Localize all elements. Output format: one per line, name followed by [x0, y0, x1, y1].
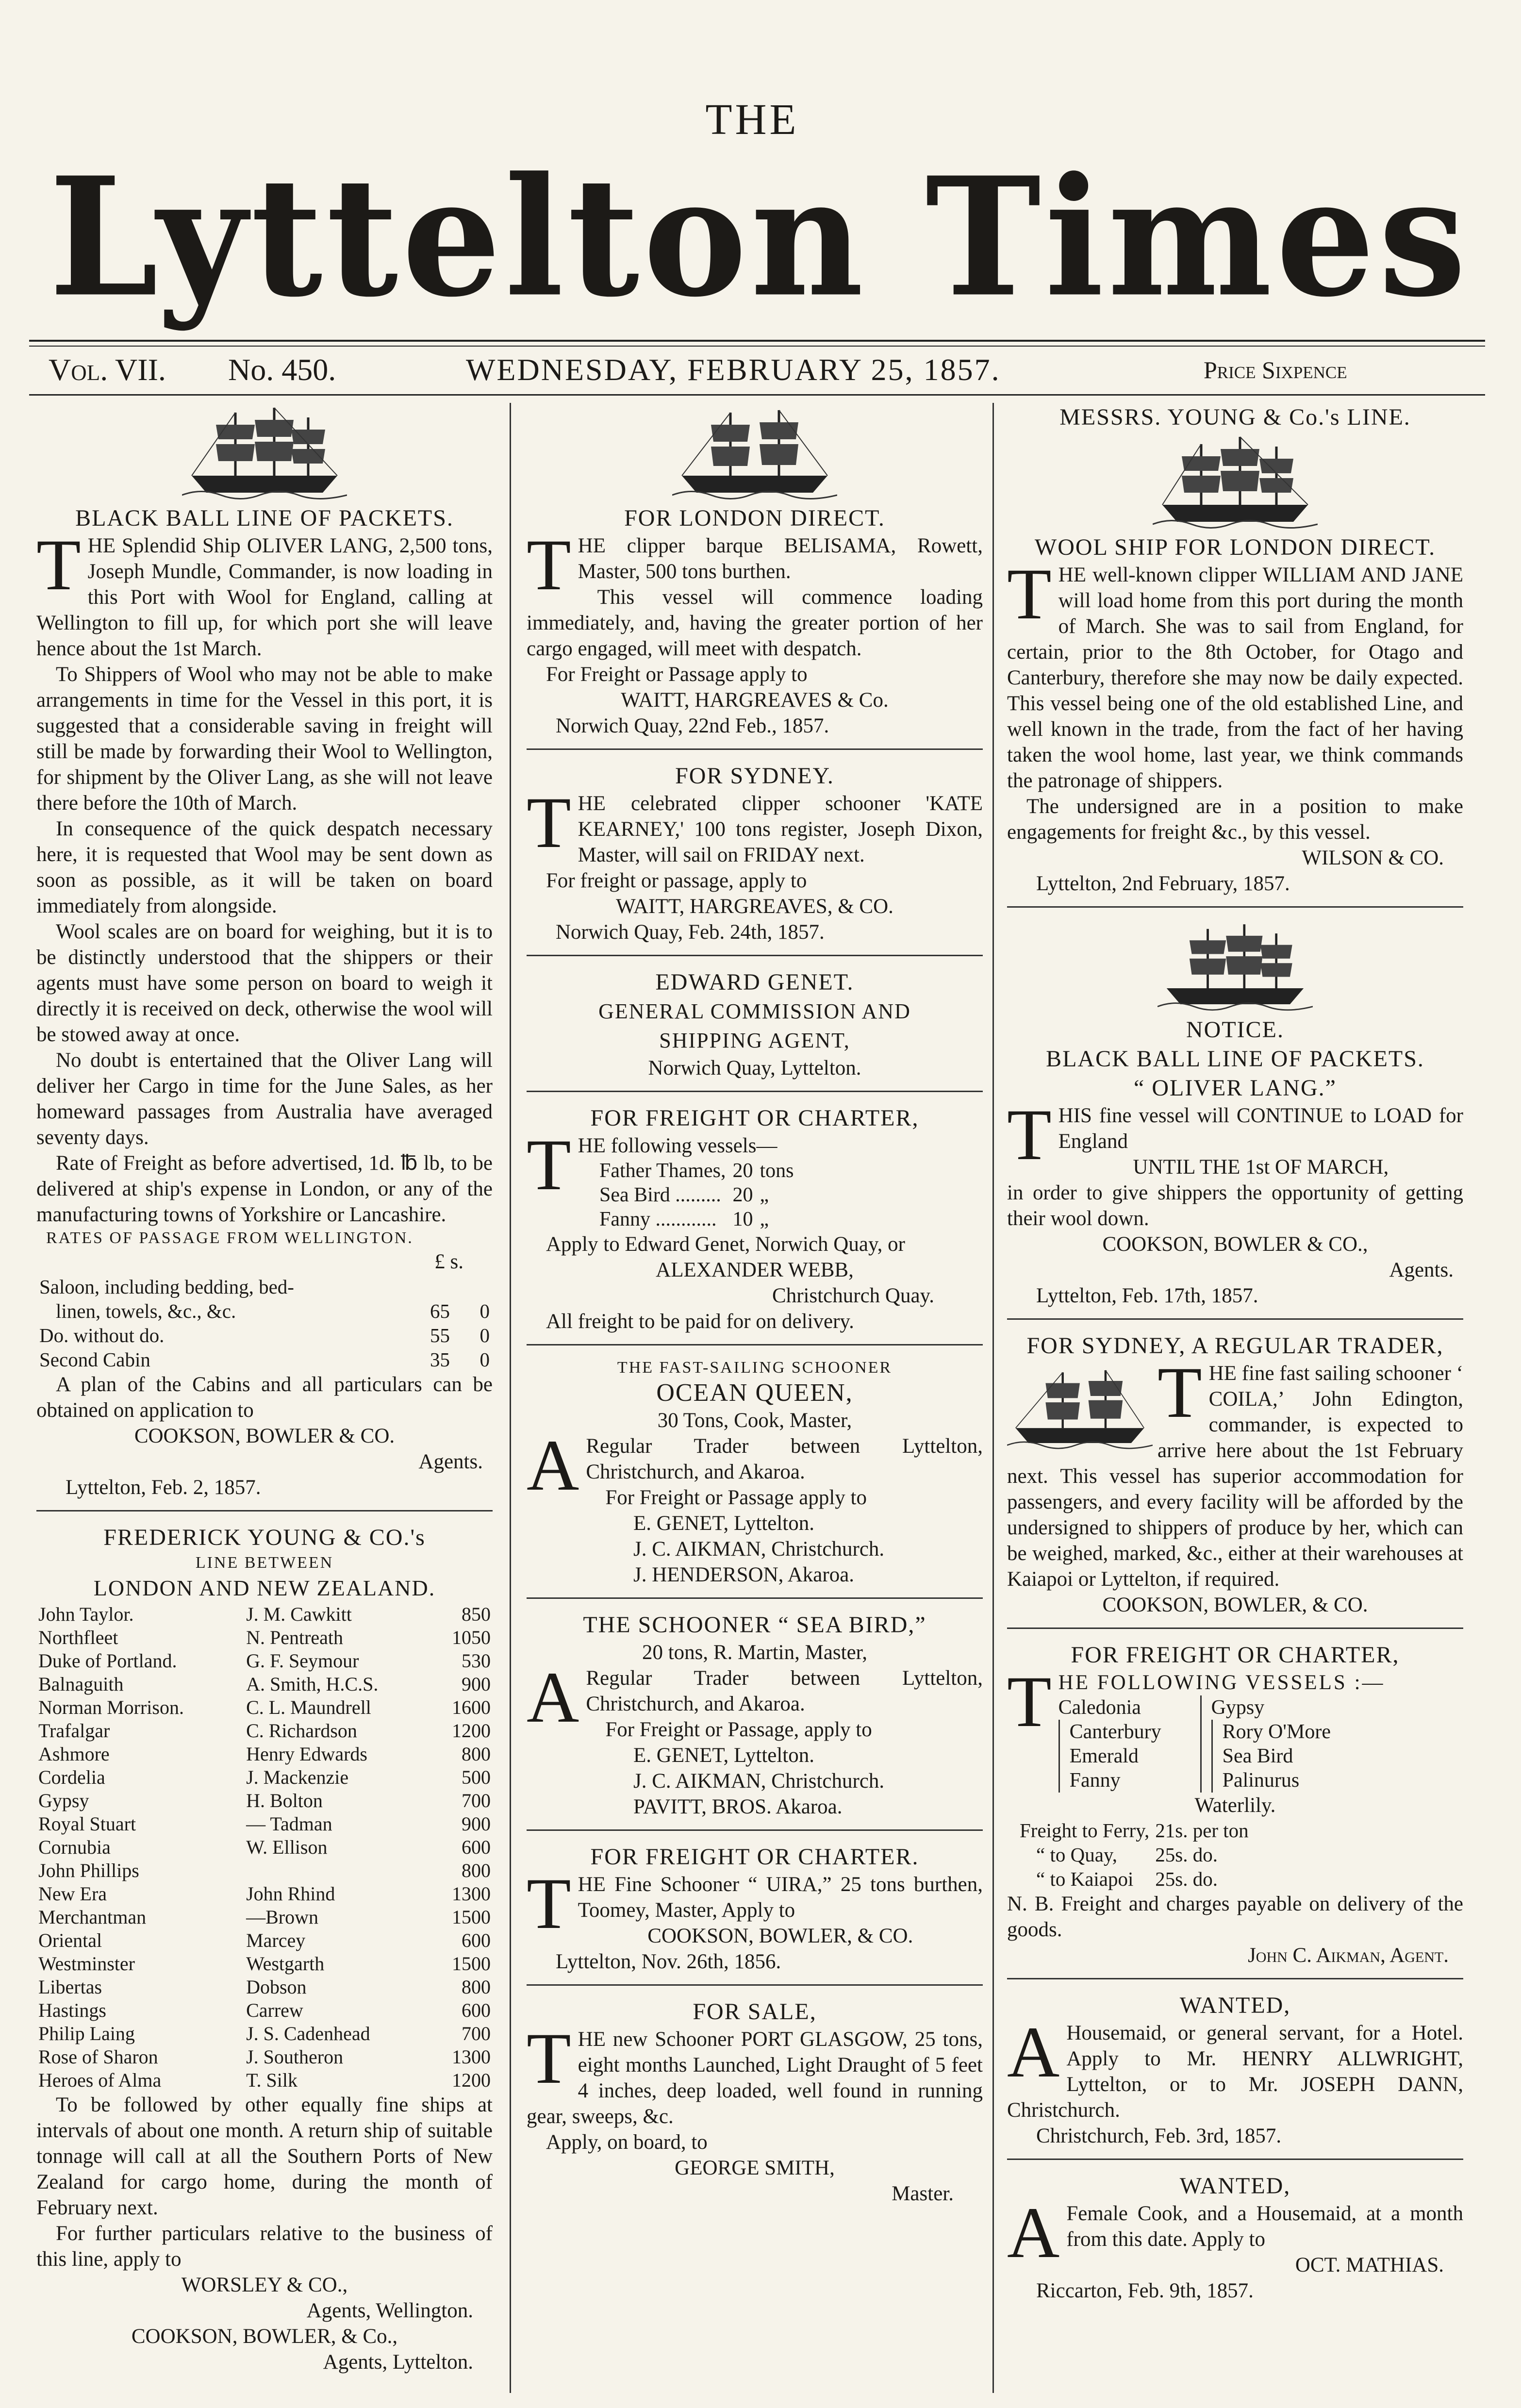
ad-date: Lyttelton, 2nd February, 1857.	[1036, 872, 1290, 895]
ship-tonnage: 850	[462, 1603, 491, 1625]
table-row	[36, 1999, 493, 2022]
agent-name: J. C. AIKMAN, Christchurch.	[633, 1538, 885, 1561]
ad-separator	[527, 748, 983, 750]
table-row	[36, 1929, 493, 1952]
fare-shillings: 0	[479, 1300, 490, 1322]
ad-text: 30 Tons, Cook, Master,	[657, 1409, 852, 1432]
ad-text: HE Splendid Ship OLIVER LANG, 2,500 tons, Joseph Mundle, Commander, is now loading in this Port with Wool for England, calling at Wellington to fill up, for which port she will leave hence about the 1st March.	[36, 534, 493, 660]
ship-list-table	[36, 1603, 493, 2092]
fare-shillings: 0	[479, 1348, 490, 1371]
table-row	[599, 1207, 801, 1231]
rate-price: 25s. do.	[1155, 1868, 1218, 1890]
ad-text: Norwich Quay, Lyttelton.	[648, 1057, 861, 1079]
ship-name: Heroes of Alma	[38, 2069, 162, 2091]
fare-pounds: 65	[430, 1300, 450, 1322]
ad-heading: FOR FREIGHT OR CHARTER,	[590, 1105, 919, 1131]
table-row	[36, 1626, 493, 1649]
ad-separator	[1007, 906, 1463, 908]
drop-cap: T	[1007, 1095, 1052, 1175]
ship-tonnage: 800	[462, 1743, 491, 1765]
fare-pounds: 55	[430, 1324, 450, 1346]
vessel-name: Father Thames,	[599, 1160, 726, 1182]
table-row	[36, 1766, 493, 1789]
ad-separator	[527, 1091, 983, 1092]
ad-subheading: LINE BETWEEN	[195, 1554, 334, 1572]
table-row	[36, 1906, 493, 1929]
ship-master: Dobson	[246, 1976, 307, 1998]
ad-notice-oliver-lang	[1007, 919, 1463, 1309]
ship-master: H. Bolton	[246, 1790, 323, 1811]
rate-destination: Freight to Ferry,	[1020, 1819, 1150, 1842]
agent-name: John C. Aikman, Agent.	[1248, 1944, 1449, 1967]
rate-price: 25s. do.	[1155, 1843, 1218, 1866]
vessel-name: Caledonia	[1058, 1696, 1141, 1719]
table-row	[36, 1275, 493, 1299]
ad-subheading: THE FAST-SAILING SCHOONER	[617, 1359, 893, 1377]
ad-freight-charter-aikman	[1007, 1641, 1463, 1968]
ad-text: HE new Schooner PORT GLASGOW, 25 tons, eight months Launched, Light Draught of 5 feet 4 inches, deep loaded, well found in running gear, sweeps, &c.	[527, 2028, 983, 2128]
ad-separator	[1007, 1978, 1463, 1979]
ship-name: Balnaguith	[38, 1673, 124, 1695]
ship-master: N. Pentreath	[246, 1627, 344, 1648]
table-row	[1017, 1843, 1252, 1867]
ad-ocean-queen	[527, 1357, 983, 1588]
table-row	[36, 1952, 493, 1976]
rate-destination: “ to Kaiapoi	[1036, 1868, 1134, 1890]
ship-master	[244, 1859, 433, 1882]
issue-number: No. 450.	[228, 352, 336, 387]
ad-text: Apply, on board, to	[546, 2131, 708, 2154]
table-row	[1017, 1867, 1252, 1891]
vessel-columns	[1058, 1695, 1463, 1793]
ship-master: J. Southeron	[246, 2046, 344, 2068]
ad-text: For Freight or Passage apply to	[546, 663, 808, 686]
vessel-name: Fanny ............	[599, 1208, 717, 1230]
ad-text: Female Cook, and a Housemaid, at a month from this date. Apply to	[1066, 2202, 1463, 2251]
agent-name: ALEXANDER WEBB,	[656, 1259, 854, 1281]
table-row	[36, 1323, 493, 1347]
drop-cap: T	[36, 525, 81, 605]
ad-heading: THE SCHOONER “ SEA BIRD,”	[583, 1612, 926, 1638]
ad-separator	[527, 1829, 983, 1831]
ad-separator	[527, 1597, 983, 1599]
ad-ship-name: “ OLIVER LANG.”	[1134, 1075, 1337, 1101]
ad-text: HE fine fast sailing schooner ‘ COILA,’ John Edington, commander, is expected to arrive here about the 1st February next. This vessel has superior accommodation for passengers, and every facility will be afforded by the undersigned to shippers of produce by her, which can be weighed, marked, &c., either at their warehouses at Kaiapoi or Lyttelton, if required.	[1007, 1362, 1463, 1591]
ship-master: Marcey	[246, 1929, 306, 1951]
drop-cap: T	[1007, 554, 1052, 634]
fare-shillings: 0	[479, 1324, 490, 1346]
agent-name: WAITT, HARGREAVES & Co.	[621, 689, 889, 712]
ship-name: John Taylor.	[38, 1603, 134, 1625]
table-row	[36, 1789, 493, 1812]
ship-master: Henry Edwards	[246, 1743, 367, 1765]
drop-cap: T	[527, 2018, 571, 2099]
table-row	[36, 1603, 493, 1626]
vessel-unit: tons	[760, 1160, 794, 1182]
ship-name: Oriental	[38, 1929, 102, 1951]
issue-date: WEDNESDAY, FEBRUARY 25, 1857.	[466, 352, 1001, 387]
ad-subheading: SHIPPING AGENT,	[659, 1029, 850, 1052]
agent-role: Agents, Lyttelton.	[323, 2351, 473, 2374]
ad-heading: FOR SYDNEY.	[675, 763, 834, 789]
ad-freight-charter-genet	[527, 1104, 983, 1334]
drop-cap: A	[1007, 2012, 1060, 2092]
ship-icon	[672, 403, 837, 500]
ad-wanted-cook	[1007, 2172, 1463, 2304]
table-row	[36, 1696, 493, 1719]
vessel-name: Emerald	[1058, 1744, 1181, 1768]
vessel-unit: „	[760, 1184, 769, 1206]
ship-master: —Brown	[246, 1906, 318, 1928]
ad-separator	[1007, 2159, 1463, 2160]
ad-text: HE well-known clipper WILLIAM AND JANE will load home from this port during the month of March. She was to sail from England, for certain, prior to the 8th October, for Otago and Canterbury, therefore she may now be daily expected. This vessel being one of the old established Line, and well known in the trade, from the fact of her having taken the wool home, last year, we think commands the patronage of shippers.	[1007, 564, 1463, 792]
column-2	[527, 403, 983, 2393]
ship-tonnage: 1200	[452, 2069, 491, 2091]
agent-address: Christchurch Quay.	[772, 1284, 934, 1307]
ad-subheading: GENERAL COMMISSION AND	[598, 999, 911, 1023]
ad-text: Rate of Freight as before advertised, 1d. ℔ lb, to be delivered at ship's expense in London, or any of the manufacturing towns of Yorkshire or Lancashire.	[36, 1152, 493, 1226]
ad-text: Regular Trader between Lyttelton, Christchurch, and Akaroa.	[586, 1435, 983, 1483]
vessel-name: Sea Bird .........	[599, 1184, 721, 1206]
ship-master: Carrew	[246, 1999, 303, 2021]
ad-text: No doubt is entertained that the Oliver Lang will deliver her Cargo in time for the June Sales, as her homeward passages from Australia have averaged seventy days.	[36, 1049, 493, 1149]
ad-for-sale-port-glasgow	[527, 1997, 983, 2207]
ship-name: John Phillips	[38, 1860, 139, 1881]
newspaper-title: Lyttelton Times	[49, 142, 1470, 333]
issue-line	[29, 352, 1485, 396]
drop-cap: T	[527, 782, 571, 863]
ad-coila	[1007, 1331, 1463, 1618]
ship-tonnage: 1500	[452, 1953, 491, 1975]
ad-text: HE celebrated clipper schooner 'KATE KEARNEY,' 100 tons register, Joseph Dixon, Master, will sail on FRIDAY next.	[578, 792, 983, 866]
ship-name: Hastings	[38, 1999, 106, 2021]
agent-name: J. C. AIKMAN, Christchurch.	[633, 1770, 885, 1793]
drop-cap: T	[1007, 1661, 1052, 1742]
ad-subheading: WOOL SHIP FOR LONDON DIRECT.	[1034, 534, 1436, 560]
ad-date: Norwich Quay, Feb. 24th, 1857.	[556, 921, 825, 944]
ad-text: N. B. Freight and charges payable on delivery of the goods.	[1007, 1893, 1463, 1941]
table-row	[36, 1673, 493, 1696]
table-row	[36, 2022, 493, 2045]
table-row	[1017, 1818, 1252, 1843]
ad-date: Lyttelton, Feb. 17th, 1857.	[1036, 1284, 1258, 1307]
drop-cap: T	[527, 1125, 571, 1205]
drop-cap: A	[527, 1657, 579, 1738]
ad-text: 20 tons, R. Martin, Master,	[642, 1641, 868, 1664]
ship-name: Rose of Sharon	[38, 2046, 158, 2068]
ship-master: C. L. Maundrell	[246, 1696, 371, 1718]
ad-text: in order to give shippers the opportunity of getting their wool down.	[1007, 1181, 1463, 1230]
freight-rates-table	[1017, 1818, 1252, 1891]
vessel-unit: „	[760, 1208, 769, 1230]
volume: Vol. VII.	[49, 352, 166, 387]
table-row	[36, 1649, 493, 1673]
ad-heading: FOR FREIGHT OR CHARTER,	[1071, 1642, 1400, 1668]
ad-heading: MESSRS. YOUNG & Co.'s LINE.	[1059, 404, 1411, 430]
table-row	[36, 1299, 493, 1323]
table-row	[36, 1743, 493, 1766]
masthead-rule-bottom	[29, 394, 1485, 396]
ad-text: HE clipper barque BELISAMA, Rowett, Master, 500 tons burthen.	[578, 534, 983, 583]
agent-role: Agents, Wellington.	[306, 2299, 473, 2322]
ship-master: C. Richardson	[246, 1720, 357, 1742]
vessel-name: Sea Bird	[1211, 1744, 1350, 1768]
ship-name: Philip Laing	[38, 2023, 135, 2044]
fare-label: linen, towels, &c., &c.	[56, 1300, 236, 1322]
table-row	[599, 1183, 801, 1207]
ship-tonnage: 800	[462, 1860, 491, 1881]
masthead-rule-top	[29, 340, 1485, 342]
ship-name: Westminster	[38, 1953, 135, 1975]
vessel-name: Waterlily.	[1194, 1794, 1276, 1817]
rates-heading: RATES OF PASSAGE FROM WELLINGTON.	[46, 1229, 413, 1247]
price: Price Sixpence	[1204, 356, 1347, 383]
ad-text: HE following vessels—	[578, 1134, 777, 1157]
masthead-rule-top-thin	[29, 346, 1485, 347]
column-1	[36, 403, 493, 2393]
ship-tonnage: 600	[462, 1836, 491, 1858]
agent-role: Agents.	[1389, 1259, 1454, 1281]
column-divider-1	[510, 403, 511, 2393]
ad-heading: NOTICE.	[1186, 1017, 1284, 1043]
ad-sydney-kate-kearney	[527, 762, 983, 945]
ad-separator	[1007, 1627, 1463, 1629]
ship-tonnage: 700	[462, 2023, 491, 2044]
agent-role: Agents.	[418, 1450, 483, 1473]
ship-name: Merchantman	[38, 1906, 147, 1928]
ship-tonnage: 600	[462, 1929, 491, 1951]
ad-frederick-young-line	[36, 1523, 493, 2375]
table-row	[36, 2069, 493, 2092]
vessel-tons: 20	[732, 1184, 753, 1206]
drop-cap: T	[527, 1863, 571, 1944]
ship-tonnage: 600	[462, 1999, 491, 2021]
ad-separator	[527, 1344, 983, 1345]
fares-table	[36, 1275, 493, 1372]
ship-tonnage: 900	[462, 1673, 491, 1695]
ship-master: John Rhind	[246, 1883, 335, 1905]
agent-name: COOKSON, BOWLER, & CO.	[1102, 1594, 1368, 1616]
ship-tonnage: 1050	[452, 1627, 491, 1648]
ad-date: Lyttelton, Nov. 26th, 1856.	[556, 1950, 781, 1973]
rate-destination: “ to Quay,	[1036, 1843, 1117, 1866]
ship-tonnage: 1600	[452, 1696, 491, 1718]
ad-heading: EDWARD GENET.	[655, 969, 854, 995]
currency-header: £ s.	[434, 1250, 463, 1273]
vessel-column-left	[1058, 1695, 1200, 1793]
drop-cap: A	[1007, 2192, 1060, 2273]
vessel-name: Gypsy	[1211, 1696, 1265, 1719]
agent-name: E. GENET, Lyttelton.	[633, 1512, 814, 1535]
table-row	[36, 1976, 493, 1999]
ad-text: In consequence of the quick despatch necessary here, it is requested that Wool may be sent down as soon as possible, as it will be taken on board immediately from alongside.	[36, 817, 493, 917]
ad-text: Housemaid, or general servant, for a Hotel. Apply to Mr. HENRY ALLWRIGHT, Lyttelton, or to Mr. JOSEPH DANN, Christchurch.	[1007, 2022, 1463, 2122]
agent-name: COOKSON, BOWLER & CO.,	[1102, 1233, 1368, 1256]
vessels-table	[599, 1159, 801, 1231]
table-row	[599, 1159, 801, 1183]
ship-name: Cordelia	[38, 1766, 105, 1788]
ship-icon	[1007, 1361, 1153, 1453]
ad-route: LONDON AND NEW ZEALAND.	[93, 1576, 436, 1600]
ship-tonnage: 530	[462, 1650, 491, 1672]
ad-text: Apply to Edward Genet, Norwich Quay, or	[546, 1233, 905, 1256]
agent-name: WILSON & CO.	[1302, 847, 1444, 869]
ad-text: All freight to be paid for on delivery.	[546, 1310, 854, 1333]
agent-name: GEORGE SMITH,	[675, 2157, 835, 2179]
ship-tonnage: 1200	[452, 1720, 491, 1742]
table-row	[36, 2045, 493, 2069]
ad-heading: FOR LONDON DIRECT.	[624, 505, 885, 531]
ad-text: HE Fine Schooner “ UIRA,” 25 tons burthen, Toomey, Master, Apply to	[578, 1873, 983, 1922]
ad-belisama	[527, 403, 983, 739]
rate-price: 21s. per ton	[1155, 1819, 1249, 1842]
ship-name: Northfleet	[38, 1627, 118, 1648]
ship-master: T. Silk	[246, 2069, 298, 2091]
ad-heading: OCEAN QUEEN,	[656, 1379, 853, 1407]
ship-tonnage: 900	[462, 1813, 491, 1835]
ship-icon	[182, 403, 347, 500]
ad-heading: BLACK BALL LINE OF PACKETS.	[75, 505, 454, 531]
agent-name: PAVITT, BROS. Akaroa.	[633, 1795, 843, 1818]
masthead-the: THE	[705, 96, 799, 144]
ad-sea-bird	[527, 1611, 983, 1820]
ad-date: Norwich Quay, 22nd Feb., 1857.	[556, 714, 829, 737]
ad-date: Lyttelton, Feb. 2, 1857.	[66, 1476, 261, 1499]
ad-emphasis: UNTIL THE 1st OF MARCH,	[1133, 1156, 1389, 1179]
ad-text: For Freight or Passage apply to	[605, 1486, 867, 1509]
ad-separator	[36, 1510, 493, 1511]
column-divider-2	[992, 403, 994, 2393]
ad-subheading: BLACK BALL LINE OF PACKETS.	[1046, 1046, 1424, 1072]
ship-icon	[1153, 432, 1318, 529]
ad-uira	[527, 1843, 983, 1975]
ad-text: The undersigned are in a position to make engagements for freight &c., by this vessel.	[1007, 795, 1463, 844]
ship-master: G. F. Seymour	[246, 1650, 359, 1672]
ship-name: Ashmore	[38, 1743, 110, 1765]
agent-name: J. HENDERSON, Akaroa.	[633, 1563, 855, 1586]
ad-heading: WANTED,	[1179, 1993, 1291, 2018]
vessel-column-right	[1200, 1695, 1370, 1793]
ad-date: Christchurch, Feb. 3rd, 1857.	[1036, 2125, 1282, 2147]
ad-separator	[527, 1984, 983, 1986]
ad-text: This vessel will commence loading immediately, and, having the greater portion of her cargo engaged, will meet with despatch.	[527, 586, 983, 660]
fare-shillings	[453, 1275, 493, 1299]
fare-pounds: 35	[430, 1348, 450, 1371]
ad-separator	[1007, 1318, 1463, 1320]
table-row	[36, 1882, 493, 1906]
ship-tonnage: 1300	[452, 2046, 491, 2068]
agent-name: COOKSON, BOWLER, & CO.	[647, 1925, 913, 1947]
ship-tonnage: 800	[462, 1976, 491, 1998]
ad-heading: FOR FREIGHT OR CHARTER.	[590, 1844, 919, 1870]
fare-label: Second Cabin	[39, 1348, 150, 1371]
drop-cap: A	[527, 1425, 579, 1506]
vessel-name: Canterbury	[1058, 1720, 1181, 1744]
table-row	[36, 1859, 493, 1882]
ad-text: To Shippers of Wool who may not be able to make arrangements in time for the Vessel in this port, it is suggested that a considerable saving in freight will still be made by forwarding their Wool to Wellington, for shipment by the Oliver Lang, as she will not leave there before the 10th of March.	[36, 663, 493, 814]
ad-text: HE FOLLOWING VESSELS :—	[1058, 1671, 1385, 1694]
agent-name: E. GENET, Lyttelton.	[633, 1744, 814, 1767]
ad-text: Regular Trader between Lyttelton, Christchurch, and Akaroa.	[586, 1667, 983, 1715]
vessel-tons: 20	[732, 1160, 753, 1182]
ad-black-ball-oliver-lang	[36, 403, 493, 1500]
drop-cap: T	[1157, 1352, 1202, 1433]
agent-name: COOKSON, BOWLER & CO.	[134, 1425, 395, 1447]
ship-master: A. Smith, H.C.S.	[246, 1673, 379, 1695]
ad-heading: FOR SALE,	[693, 1999, 817, 2025]
column-3	[1007, 403, 1463, 2393]
drop-cap: T	[527, 525, 571, 605]
ship-name: Duke of Portland.	[38, 1650, 177, 1672]
ship-name: Libertas	[38, 1976, 102, 1998]
ad-text: HIS fine vessel will CONTINUE to LOAD for England	[1058, 1104, 1463, 1153]
table-row	[36, 1812, 493, 1836]
ship-name: Cornubia	[38, 1836, 111, 1858]
ship-master: J. Mackenzie	[246, 1766, 349, 1788]
agent-name: WORSLEY & CO.,	[181, 2274, 348, 2296]
ad-text: For Freight or Passage, apply to	[605, 1718, 872, 1741]
vessel-tons: 10	[732, 1208, 753, 1230]
ship-master: — Tadman	[246, 1813, 332, 1835]
table-row	[36, 1719, 493, 1743]
ad-edward-genet	[527, 968, 983, 1081]
ship-name: Royal Stuart	[38, 1813, 136, 1835]
ship-master: J. S. Cadenhead	[246, 2023, 370, 2044]
table-row	[36, 1836, 493, 1859]
ad-wanted-housemaid	[1007, 1991, 1463, 2149]
ad-date: Riccarton, Feb. 9th, 1857.	[1036, 2279, 1254, 2302]
ad-heading: FREDERICK YOUNG & CO.'s	[103, 1525, 426, 1550]
vessel-name: Fanny	[1058, 1768, 1181, 1793]
ad-heading: FOR SYDNEY, A REGULAR TRADER,	[1026, 1333, 1444, 1359]
agent-role: Master.	[892, 2182, 954, 2205]
ship-master: J. M. Cawkitt	[246, 1603, 352, 1625]
ship-name: Trafalgar	[38, 1720, 110, 1742]
ad-separator	[527, 955, 983, 956]
ad-text: Wool scales are on board for weighing, but it is to be distinctly understood that the shippers or their agents must have some person on board to weigh it directly it is received on deck, otherwise the wool will be stowed away at once.	[36, 920, 493, 1046]
ship-name: New Era	[38, 1883, 107, 1905]
ship-tonnage: 1500	[452, 1906, 491, 1928]
ship-tonnage: 500	[462, 1766, 491, 1788]
fare-label: Saloon, including bedding, bed-	[39, 1276, 294, 1298]
vessel-name: Rory O'More	[1211, 1720, 1350, 1744]
agent-name: WAITT, HARGREAVES, & CO.	[616, 895, 893, 918]
ad-text: A plan of the Cabins and all particulars can be obtained on application to	[36, 1373, 493, 1422]
fare-pounds	[413, 1275, 453, 1299]
ship-tonnage: 1300	[452, 1883, 491, 1905]
ship-name: Norman Morrison.	[38, 1696, 184, 1718]
agent-name: COOKSON, BOWLER, & Co.,	[131, 2325, 398, 2348]
ad-text: To be followed by other equally fine ships at intervals of about one month. A return ship of suitable tonnage will call at all the Southern Ports of New Zealand for cargo home, during the month of February next.	[36, 2093, 493, 2219]
ship-name: Gypsy	[38, 1790, 89, 1811]
ship-master: Westgarth	[246, 1953, 325, 1975]
agent-name: OCT. MATHIAS.	[1295, 2254, 1444, 2276]
ship-tonnage: 700	[462, 1790, 491, 1811]
ship-master: W. Ellison	[246, 1836, 328, 1858]
fare-label: Do. without do.	[39, 1324, 165, 1346]
ad-young-william-and-jane	[1007, 403, 1463, 897]
ad-heading: WANTED,	[1179, 2173, 1291, 2199]
vessel-name: Palinurus	[1211, 1768, 1350, 1793]
ad-text: For freight or passage, apply to	[546, 869, 807, 892]
ship-icon	[1157, 919, 1313, 1012]
table-row	[36, 1347, 493, 1372]
ad-text: For further particulars relative to the business of this line, apply to	[36, 2222, 493, 2271]
